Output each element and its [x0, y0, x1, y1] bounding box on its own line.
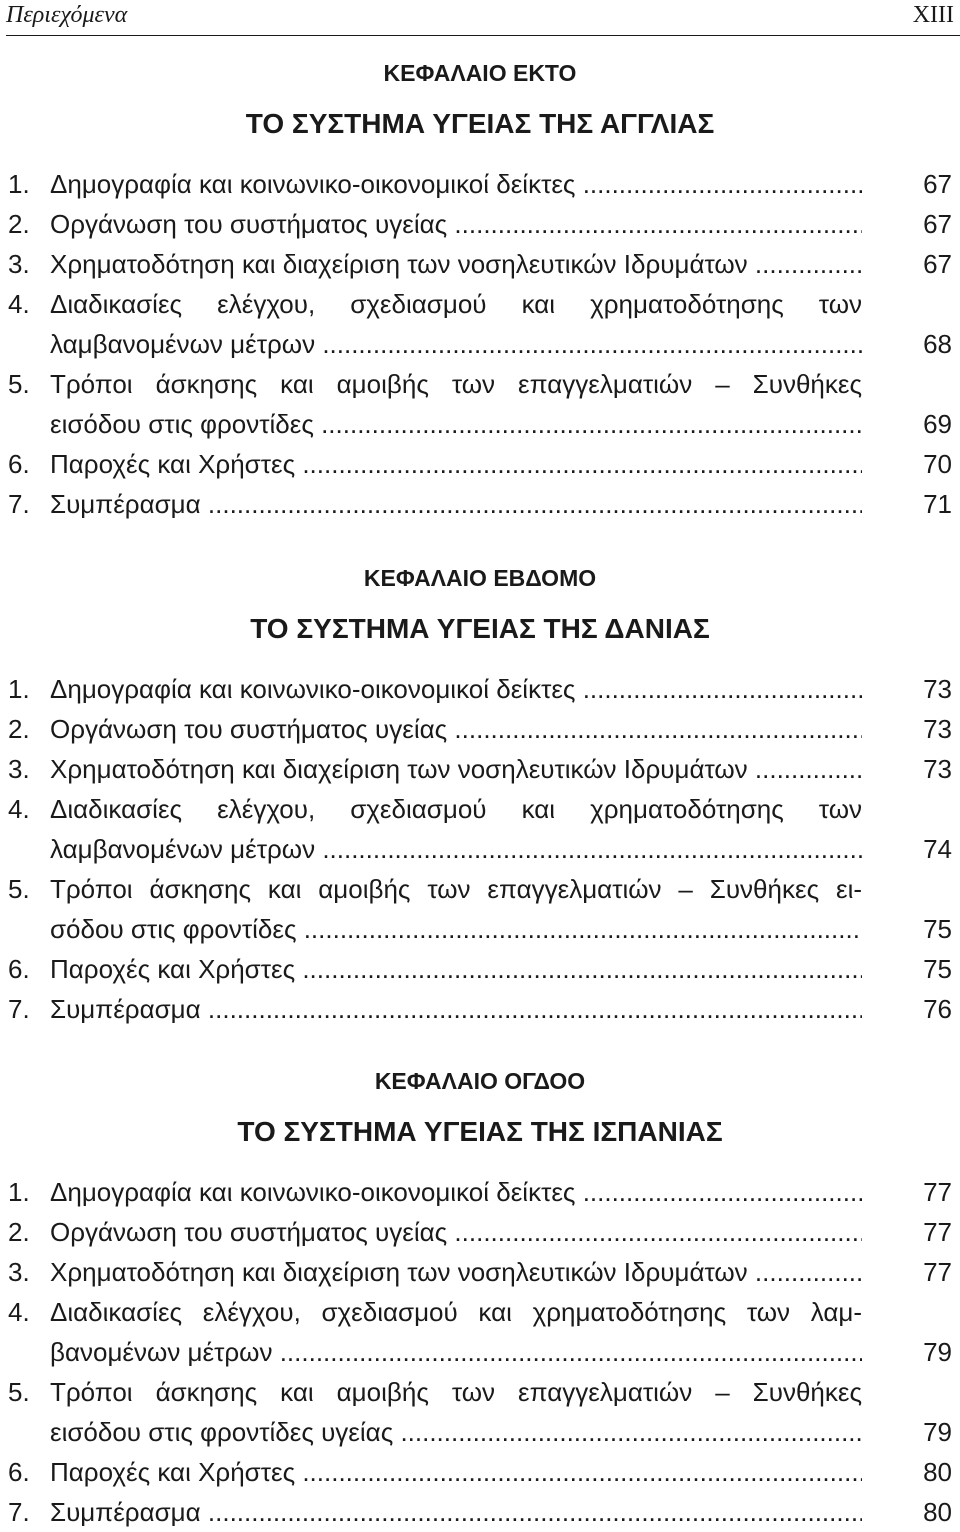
entry-page-number: 70	[923, 449, 952, 479]
entry-number: 2.	[8, 714, 30, 744]
entry-title: Συμπέρασμα .....	[50, 484, 862, 524]
entry-title: Οργάνωση του συστήματος υγείας .....	[50, 709, 862, 749]
entry-number: 1.	[8, 1177, 30, 1207]
toc-entry[interactable]	[0, 989, 960, 1029]
entry-title: Χρηματοδότηση και διαχείριση των νοσηλευτικών Ιδρυμάτων .....	[50, 1252, 862, 1292]
entry-title: Συμπέρασμα .....	[50, 1492, 862, 1532]
toc-entries	[0, 669, 960, 1029]
entry-title: βανομένων μέτρων .....	[50, 1332, 862, 1372]
entry-page-number: 77	[923, 1257, 952, 1287]
entry-number: 6.	[8, 449, 30, 479]
entry-title: Τρόποι άσκησης και αμοιβής των επαγγελματιών – Συνθήκες	[50, 369, 862, 399]
toc-entries	[0, 164, 960, 524]
entry-title: Τρόποι άσκησης και αμοιβής των επαγγελματιών – Συνθήκες ει-	[50, 874, 862, 904]
entry-number: 2.	[8, 209, 30, 239]
toc-entry[interactable]	[0, 1292, 960, 1332]
toc-entry[interactable]	[0, 444, 960, 484]
toc-entry-continuation[interactable]	[0, 404, 960, 444]
entry-number: 6.	[8, 954, 30, 984]
toc-entry[interactable]	[0, 284, 960, 324]
entry-page-number: 68	[923, 329, 952, 359]
entry-title: Χρηματοδότηση και διαχείριση των νοσηλευτικών Ιδρυμάτων .....	[50, 749, 862, 789]
entry-page-number: 69	[923, 409, 952, 439]
chapter-label: ΚΕΦΑΛΑΙΟ ΕΚΤΟ	[383, 60, 577, 86]
entry-title: Παροχές και Χρήστες .....	[50, 444, 862, 484]
entry-title: σόδου στις φροντίδες .....	[50, 909, 862, 949]
entry-number: 7.	[8, 1497, 30, 1527]
entry-number: 2.	[8, 1217, 30, 1247]
entry-title: εισόδου στις φροντίδες .....	[50, 404, 862, 444]
entry-page-number: 76	[923, 994, 952, 1024]
toc-entry[interactable]	[0, 1252, 960, 1292]
chapter-label: ΚΕΦΑΛΑΙΟ ΕΒΔΟΜΟ	[363, 565, 597, 591]
entry-page-number: 77	[923, 1217, 952, 1247]
header-rule	[6, 35, 960, 36]
toc-entry-continuation[interactable]	[0, 1332, 960, 1372]
page-header	[0, 0, 960, 34]
toc-entry[interactable]	[0, 949, 960, 989]
entry-title: Οργάνωση του συστήματος υγείας .....	[50, 204, 862, 244]
entry-page-number: 71	[923, 489, 952, 519]
entry-number: 3.	[8, 1257, 30, 1287]
toc-entry[interactable]	[0, 1172, 960, 1212]
toc-entry[interactable]	[0, 1452, 960, 1492]
chapter-heading	[0, 60, 960, 140]
entry-number: 5.	[8, 874, 30, 904]
toc-entry[interactable]	[0, 669, 960, 709]
chapter-title: ΤΟ ΣΥΣΤΗΜΑ ΥΓΕΙΑΣ ΤΗΣ ΔΑΝΙΑΣ	[250, 613, 710, 644]
entry-page-number: 67	[923, 209, 952, 239]
entry-page-number: 75	[923, 914, 952, 944]
entry-page-number: 73	[923, 754, 952, 784]
entry-title: Οργάνωση του συστήματος υγείας .....	[50, 1212, 862, 1252]
chapter-title: ΤΟ ΣΥΣΤΗΜΑ ΥΓΕΙΑΣ ΤΗΣ ΑΓΓΛΙΑΣ	[245, 108, 715, 139]
entry-number: 1.	[8, 674, 30, 704]
toc-entry[interactable]	[0, 204, 960, 244]
entry-number: 5.	[8, 369, 30, 399]
toc-entry[interactable]	[0, 364, 960, 404]
entry-number: 5.	[8, 1377, 30, 1407]
entry-title: Δημογραφία και κοινωνικο-οικονομικοί δείκτες .....	[50, 1172, 862, 1212]
chapter-heading	[0, 1068, 960, 1148]
entry-title: Παροχές και Χρήστες .....	[50, 949, 862, 989]
toc-entry[interactable]	[0, 1492, 960, 1532]
toc-entry[interactable]	[0, 789, 960, 829]
toc-entry[interactable]	[0, 244, 960, 284]
toc-entry[interactable]	[0, 484, 960, 524]
entry-title: Χρηματοδότηση και διαχείριση των νοσηλευτικών Ιδρυμάτων .....	[50, 244, 862, 284]
entry-page-number: 73	[923, 714, 952, 744]
entry-page-number: 79	[923, 1337, 952, 1367]
entry-number: 4.	[8, 289, 30, 319]
toc-entry[interactable]	[0, 1372, 960, 1412]
toc-entry-continuation[interactable]	[0, 829, 960, 869]
entry-title: Διαδικασίες ελέγχου, σχεδιασμού και χρηματοδότησης των	[50, 794, 862, 824]
entry-number: 4.	[8, 1297, 30, 1327]
entry-page-number: 80	[923, 1457, 952, 1487]
entry-page-number: 80	[923, 1497, 952, 1527]
toc-entry-continuation[interactable]	[0, 1412, 960, 1452]
entry-page-number: 75	[923, 954, 952, 984]
entry-page-number: 67	[923, 169, 952, 199]
entry-title: Τρόποι άσκησης και αμοιβής των επαγγελματιών – Συνθήκες	[50, 1377, 862, 1407]
toc-entry[interactable]	[0, 749, 960, 789]
page-number: XIII	[912, 2, 954, 28]
entry-page-number: 74	[923, 834, 952, 864]
entry-title: Διαδικασίες ελέγχου, σχεδιασμού και χρηματοδότησης των λαμ-	[50, 1297, 862, 1327]
entry-title: Δημογραφία και κοινωνικο-οικονομικοί δείκτες .....	[50, 164, 862, 204]
entry-number: 7.	[8, 994, 30, 1024]
entry-page-number: 73	[923, 674, 952, 704]
toc-entry[interactable]	[0, 869, 960, 909]
entry-page-number: 77	[923, 1177, 952, 1207]
entry-title: Δημογραφία και κοινωνικο-οικονομικοί δείκτες .....	[50, 669, 862, 709]
toc-entry[interactable]	[0, 709, 960, 749]
toc-entries	[0, 1172, 960, 1532]
entry-title: Συμπέρασμα .....	[50, 989, 862, 1029]
chapter-title: ΤΟ ΣΥΣΤΗΜΑ ΥΓΕΙΑΣ ΤΗΣ ΙΣΠΑΝΙΑΣ	[237, 1116, 723, 1147]
entry-number: 3.	[8, 249, 30, 279]
toc-entry-continuation[interactable]	[0, 909, 960, 949]
entry-number: 4.	[8, 794, 30, 824]
entry-number: 7.	[8, 489, 30, 519]
entry-title: εισόδου στις φροντίδες υγείας .....	[50, 1412, 862, 1452]
toc-entry-continuation[interactable]	[0, 324, 960, 364]
running-title: Περιεχόμενα	[6, 2, 128, 28]
chapter-heading	[0, 565, 960, 645]
toc-entry[interactable]	[0, 1212, 960, 1252]
entry-title: λαμβανομένων μέτρων .....	[50, 324, 862, 364]
entry-page-number: 79	[923, 1417, 952, 1447]
entry-number: 6.	[8, 1457, 30, 1487]
entry-title: Διαδικασίες ελέγχου, σχεδιασμού και χρηματοδότησης των	[50, 289, 862, 319]
toc-entry[interactable]	[0, 164, 960, 204]
entry-number: 3.	[8, 754, 30, 784]
chapter-label: ΚΕΦΑΛΑΙΟ ΟΓΔΟΟ	[374, 1068, 586, 1094]
entry-title: Παροχές και Χρήστες .....	[50, 1452, 862, 1492]
entry-title: λαμβανομένων μέτρων .....	[50, 829, 862, 869]
entry-page-number: 67	[923, 249, 952, 279]
entry-number: 1.	[8, 169, 30, 199]
